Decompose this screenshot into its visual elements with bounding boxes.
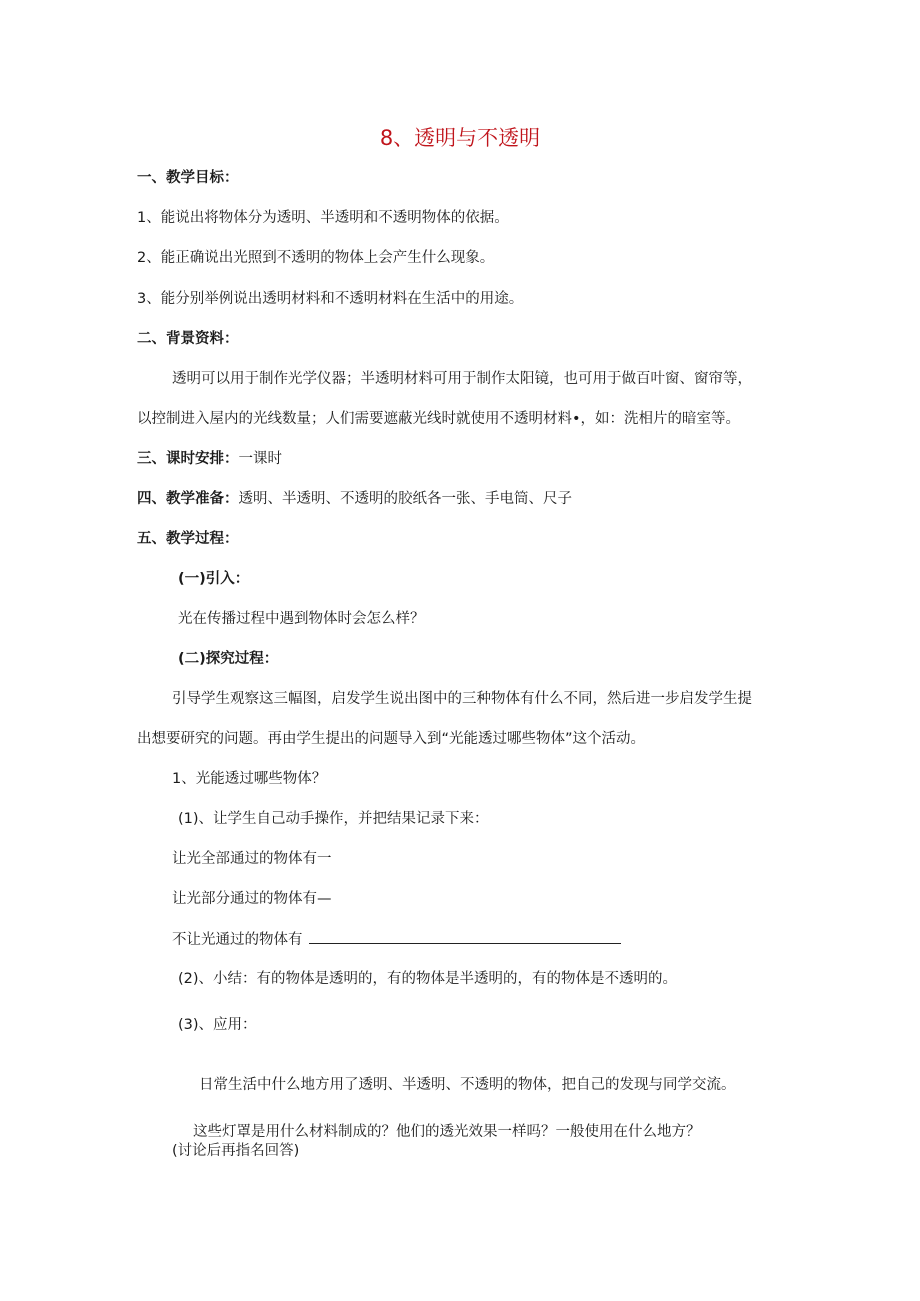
record-full: 让光全部通过的物体有一 [172,851,332,867]
objective-item: 3、能分别举例说出透明材料和不透明材料在生活中的用途。 [137,291,524,307]
application-note: (讨论后再指名回答) [172,1143,300,1159]
intro-heading: (一)引入： [178,571,250,587]
explore-line: 出想要研究的问题。再由学生提出的问题导入到“光能透过哪些物体”这个活动。 [137,731,646,747]
background-line: 透明可以用于制作光学仪器；半透明材料可用于制作太阳镜，也可用于做百叶窗、窗帘等， [172,371,752,387]
objective-item: 2、能正确说出光照到不透明的物体上会产生什么现象。 [137,250,495,266]
document-title: 8、透明与不透明 [379,126,541,150]
application-line: 这些灯罩是用什么材料制成的？他们的透光效果一样吗？一般使用在什么地方？ [193,1124,701,1140]
background-line: 以控制进入屋内的光线数量；人们需要遮蔽光线时就使用不透明材料•，如：洗相片的暗室等。 [137,411,741,427]
preparation-text: 透明、半透明、不透明的胶纸各一张、手电筒、尺子 [238,491,572,507]
objective-item: 1、能说出将物体分为透明、半透明和不透明物体的依据。 [137,210,509,226]
application-line: 日常生活中什么地方用了透明、半透明、不透明的物体，把自己的发现与同学交流。 [199,1077,736,1093]
record-none-row [172,929,621,950]
question-1: 1、光能透过哪些物体？ [172,771,327,787]
section-heading-background: 二、背景资料： [137,331,239,347]
answer-blank [309,929,621,944]
record-partial: 让光部分通过的物体有— [172,891,332,907]
record-none: 不让光通过的物体有 [172,932,303,948]
intro-text: 光在传播过程中遇到物体时会怎么样？ [178,611,425,627]
explore-heading: (二)探究过程： [178,651,279,667]
step-3: (3)、应用： [178,1017,257,1033]
preparation-row [137,489,572,509]
explore-line: 引导学生观察这三幅图，启发学生说出图中的三种物体有什么不同，然后进一步启发学生提 [172,691,752,707]
schedule-text: 一课时 [238,451,282,467]
step-2: (2)、小结：有的物体是透明的，有的物体是半透明的，有的物体是不透明的。 [178,971,678,987]
schedule-row [137,449,282,469]
section-heading-schedule: 三、课时安排： [137,451,239,467]
section-heading-process: 五、教学过程： [137,531,239,547]
section-heading-preparation: 四、教学准备： [137,491,239,507]
section-heading-objectives: 一、教学目标： [137,170,239,186]
step-1: (1)、让学生自己动手操作，并把结果记录下来： [178,811,489,827]
